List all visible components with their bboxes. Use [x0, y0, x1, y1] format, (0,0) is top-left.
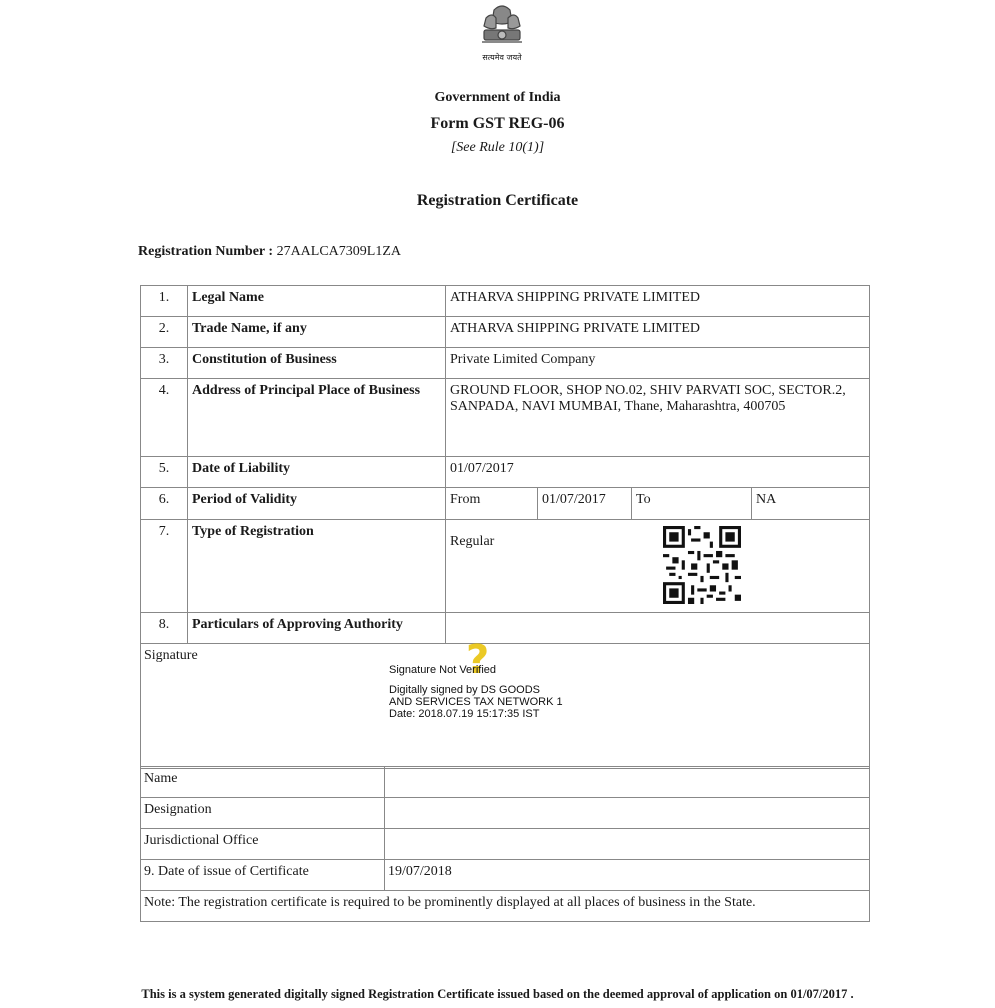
qr-code-icon — [663, 526, 741, 604]
registration-number-value: 27AALCA7309L1ZA — [276, 244, 401, 259]
display-note: Note: The registration certificate is required to be prominently displayed at all places of business in the State. — [141, 891, 870, 922]
row-value: Regular — [450, 534, 495, 549]
row-value: GROUND FLOOR, SHOP NO.02, SHIV PARVATI SOC, SECTOR.2, SANPADA, NAVI MUMBAI, Thane, Maharashtra, 400705 — [446, 379, 870, 457]
signature-row — [141, 644, 870, 769]
table-row — [141, 348, 870, 379]
emblem-motto: सत्यमेव जयते — [482, 53, 522, 62]
signature-signer-line1: Digitally signed by DS GOODS — [389, 684, 540, 696]
national-emblem — [472, 4, 532, 66]
authority-label: Name — [141, 767, 385, 798]
table-row — [141, 488, 870, 520]
validity-from-value: 01/07/2017 — [538, 488, 632, 519]
row-label: Trade Name, if any — [188, 317, 446, 348]
row-label: Period of Validity — [188, 488, 446, 520]
authority-label: 9. Date of issue of Certificate — [141, 860, 385, 891]
table-row — [141, 891, 870, 922]
details-table — [140, 285, 870, 769]
authority-label: Jurisdictional Office — [141, 829, 385, 860]
row-number: 8. — [141, 613, 188, 644]
signature-date: Date: 2018.07.19 15:17:35 IST — [389, 708, 540, 720]
row-number: 7. — [141, 520, 188, 613]
table-row — [141, 829, 870, 860]
signature-status: Signature Not Verified — [389, 664, 497, 676]
row-number: 3. — [141, 348, 188, 379]
row-number: 4. — [141, 379, 188, 457]
validity-to-value: NA — [756, 492, 777, 507]
validity-from-label: From — [446, 488, 538, 519]
row-number: 6. — [141, 488, 188, 520]
row-label: Address of Principal Place of Business — [188, 379, 446, 457]
authority-value — [385, 829, 870, 860]
signature-label: Signature — [144, 648, 198, 663]
table-row — [141, 317, 870, 348]
authority-table — [140, 766, 870, 922]
table-row — [141, 798, 870, 829]
validity-to-label: To — [632, 488, 752, 519]
form-title: Form GST REG-06 — [430, 115, 565, 132]
row-label: Particulars of Approving Authority — [188, 613, 446, 644]
row-value: Private Limited Company — [446, 348, 870, 379]
table-row — [141, 860, 870, 891]
registration-type-cell — [446, 520, 870, 613]
authority-value — [385, 798, 870, 829]
government-heading: Government of India — [434, 90, 561, 105]
row-value: 01/07/2017 — [446, 457, 870, 488]
row-value: ATHARVA SHIPPING PRIVATE LIMITED — [446, 286, 870, 317]
unverified-signature-icon: ? — [466, 637, 490, 683]
row-label: Legal Name — [188, 286, 446, 317]
table-row — [141, 286, 870, 317]
row-label: Type of Registration — [188, 520, 446, 613]
authority-value: 19/07/2018 — [385, 860, 870, 891]
rule-reference: [See Rule 10(1)] — [450, 140, 545, 155]
row-value — [446, 613, 870, 644]
signature-signer-line2: AND SERVICES TAX NETWORK 1 — [389, 696, 563, 708]
table-row — [141, 457, 870, 488]
row-number: 5. — [141, 457, 188, 488]
digital-signature-block — [389, 664, 563, 720]
row-number: 1. — [141, 286, 188, 317]
row-label: Constitution of Business — [188, 348, 446, 379]
certificate-title: Registration Certificate — [416, 192, 579, 209]
row-value: ATHARVA SHIPPING PRIVATE LIMITED — [446, 317, 870, 348]
row-number: 2. — [141, 317, 188, 348]
table-row — [141, 613, 870, 644]
row-label: Date of Liability — [188, 457, 446, 488]
system-generated-footer: This is a system generated digitally signed Registration Certificate issued based on the deemed approval of application on 01/07/2017 . — [141, 987, 854, 1001]
table-row — [141, 520, 870, 613]
validity-cell — [446, 488, 870, 520]
authority-label: Designation — [141, 798, 385, 829]
registration-number-line — [138, 244, 401, 260]
registration-number-label: Registration Number : — [138, 244, 274, 259]
authority-value — [385, 767, 870, 798]
table-row — [141, 379, 870, 457]
table-row — [141, 767, 870, 798]
signature-cell — [141, 637, 870, 769]
